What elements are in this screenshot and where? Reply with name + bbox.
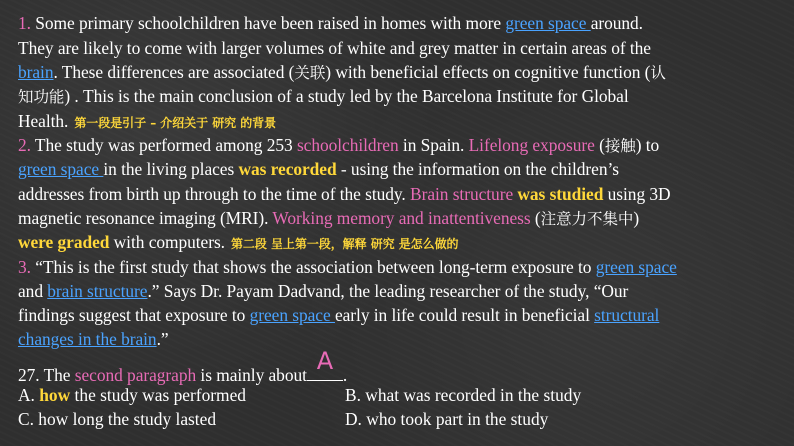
keyword: schoolchildren [296,135,399,155]
link-changes-in-the-brain[interactable]: changes in the brain [18,329,157,349]
text: ( [594,135,605,155]
chinese-gloss: 知功能 [18,88,65,106]
p1-line-2 [18,37,651,60]
link-brain-structure[interactable]: brain structure [47,281,148,301]
p1-line-3 [18,61,666,85]
text: ) to [635,135,660,155]
text: in the living places [103,159,239,179]
option-c[interactable] [18,408,216,431]
text: . These differences are associated ( [53,62,295,82]
p2-line-4 [18,207,639,231]
option-a[interactable] [18,384,246,407]
text: Some primary schoolchildren have been raised in homes with more [30,13,506,33]
text: using 3D [603,184,671,204]
answer-blank [307,347,343,381]
option-text: the study was performed [70,385,246,405]
link-green-space[interactable]: green space [18,159,104,179]
link-green-space[interactable]: green space [505,13,591,33]
p1-line-4 [18,85,629,109]
text: “This is the first study that shows the association between long-term exposure to [30,257,596,277]
question-line [18,347,348,387]
p3-line-4 [18,328,169,351]
link-green-space[interactable]: green space [595,257,677,277]
paragraph-number: 2. [18,135,31,155]
text: . [342,365,348,385]
text: ) [633,208,640,228]
question-text: is mainly about [196,365,307,385]
p1-line-1 [18,12,643,35]
p3-line-1 [18,256,677,279]
option-d[interactable] [345,408,548,431]
keyword: second paragraph [74,365,197,385]
text: and [18,281,48,301]
link-brain[interactable]: brain [18,62,54,82]
highlight: was recorded [238,159,337,179]
keyword: Lifelong exposure [468,135,595,155]
annotation-note: 第二段 呈上第一段，解释 研究 是怎么做的 [230,237,459,251]
option-text: D. who took part in the study [345,409,549,429]
text: findings suggest that exposure to [18,305,250,325]
link-green-space[interactable]: green space [249,305,335,325]
option-letter: A. [18,385,40,405]
highlight: how [39,385,71,405]
text: - using the information on the children’s [336,159,619,179]
text: .” [156,329,169,349]
chinese-gloss: 认 [650,64,666,82]
option-b[interactable] [345,384,581,407]
answer-letter: A [316,347,334,375]
text: They are likely to come with larger volumes of white and grey matter in certain areas of the [18,38,651,58]
text: Health. [18,111,69,131]
p3-line-3 [18,304,659,327]
p2-line-2 [18,158,619,181]
p1-line-5 [18,110,276,135]
text: addresses from birth up through to the time of the study. [18,184,411,204]
p2-line-3 [18,183,671,206]
keyword: Brain structure [410,184,514,204]
chinese-gloss: 接触 [604,137,636,155]
paragraph-number: 1. [18,13,31,33]
chinese-gloss: 关联 [294,64,326,82]
chinese-gloss: 注意力不集中 [540,210,634,228]
p3-line-2 [18,280,628,303]
question-number: 27. The [18,365,75,385]
option-text: B. what was recorded in the study [345,385,582,405]
keyword: Working memory and inattentiveness [272,208,531,228]
p2-line-1 [18,134,659,158]
text: ) . This is the main conclusion of a study led by the Barcelona Institute for Global [64,86,629,106]
text: in Spain. [398,135,469,155]
annotation-note: 第一段是引子 – 介绍关于 研究 的背景 [74,116,277,130]
text: magnetic resonance imaging (MRI). [18,208,273,228]
paragraph-number: 3. [18,257,31,277]
highlight: was studied [513,184,604,204]
text: ) with beneficial effects on cognitive function ( [325,62,651,82]
text: .” Says Dr. Payam Dadvand, the leading researcher of the study, “Our [147,281,629,301]
highlight: were graded [18,232,110,252]
link-structural[interactable]: structural [594,305,660,325]
p2-line-5 [18,231,458,256]
text: ( [530,208,541,228]
text: with computers. [109,232,225,252]
text: early in life could result in beneficial [334,305,595,325]
text: The study was performed among 253 [30,135,297,155]
text: around. [590,13,643,33]
option-text: C. how long the study lasted [18,409,217,429]
